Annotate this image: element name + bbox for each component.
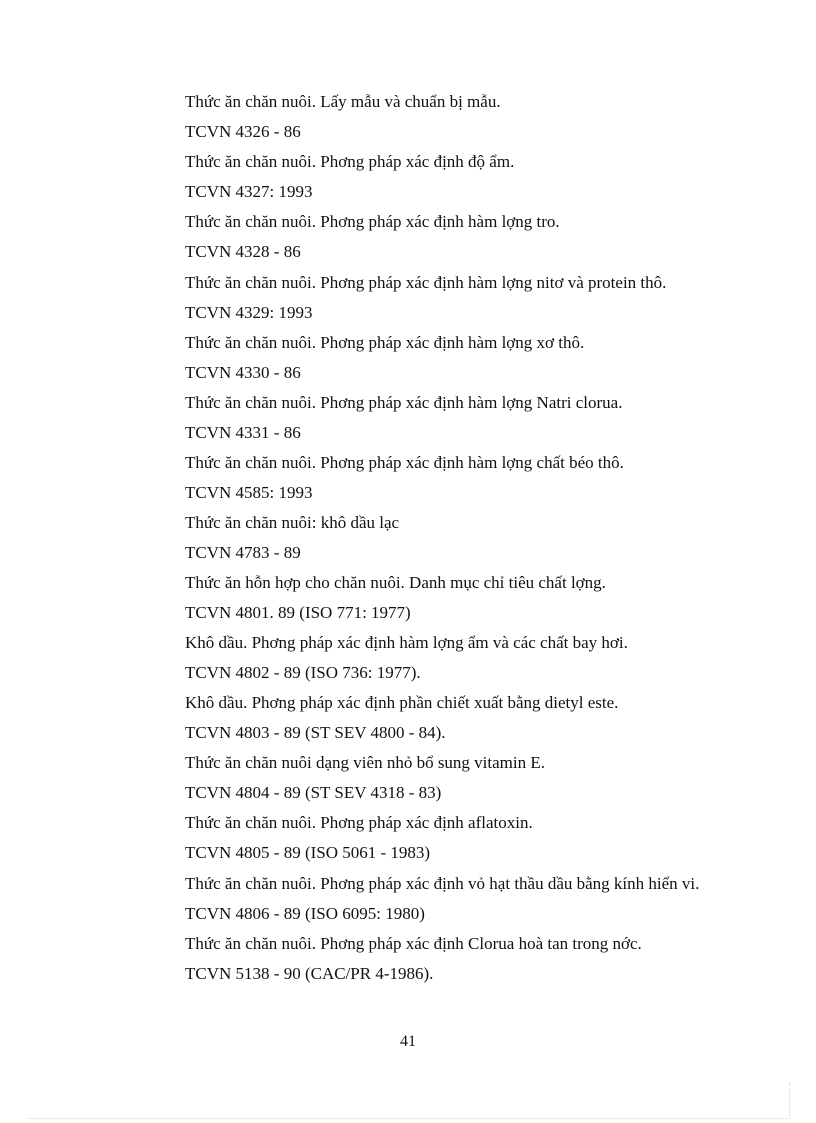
document-line: Thức ăn chăn nuôi: khô dầu lạc	[185, 513, 400, 532]
document-line: TCVN 4805 - 89 (ISO 5061 - 1983)	[185, 843, 431, 862]
document-line: Khô dầu. Phơng pháp xác định phần chiết xuất bằng dietyl este.	[185, 693, 619, 712]
document-line: Khô dầu. Phơng pháp xác định hàm lợng ẩm và các chất bay hơi.	[185, 633, 628, 652]
standards-list	[136, 92, 738, 994]
document-line: Thức ăn chăn nuôi. Phơng pháp xác định Clorua hoà tan trong nớc.	[185, 934, 642, 953]
document-line: Thức ăn chăn nuôi. Lấy mẫu và chuẩn bị mẫu.	[185, 92, 501, 111]
document-line: Thức ăn chăn nuôi. Phơng pháp xác định hàm lợng tro.	[185, 212, 560, 231]
document-line: Thức ăn chăn nuôi. Phơng pháp xác định vỏ hạt thầu dầu bằng kính hiển vi.	[185, 874, 700, 893]
document-line: Thức ăn chăn nuôi. Phơng pháp xác định độ ẩm.	[185, 152, 515, 171]
document-line: TCVN 4328 - 86	[185, 242, 301, 261]
document-line: Thức ăn chăn nuôi. Phơng pháp xác định hàm lợng xơ thô.	[185, 333, 585, 352]
document-line: Thức ăn chăn nuôi. Phơng pháp xác định hàm lợng chất béo thô.	[185, 453, 624, 472]
document-line: TCVN 4330 - 86	[185, 363, 301, 382]
document-line: Thức ăn chăn nuôi. Phơng pháp xác định aflatoxin.	[185, 813, 533, 832]
footer-corner-divider	[789, 1083, 790, 1119]
document-line: TCVN 4327: 1993	[185, 182, 313, 201]
document-line: TCVN 4806 - 89 (ISO 6095: 1980)	[185, 904, 425, 923]
document-line: TCVN 5138 - 90 (CAC/PR 4-1986).	[185, 964, 434, 983]
footer-divider	[28, 1118, 788, 1119]
document-line: TCVN 4804 - 89 (ST SEV 4318 - 83)	[185, 783, 442, 802]
document-line: TCVN 4803 - 89 (ST SEV 4800 - 84).	[185, 723, 446, 742]
document-line: TCVN 4802 - 89 (ISO 736: 1977).	[185, 663, 421, 682]
document-line: Thức ăn chăn nuôi. Phơng pháp xác định hàm lợng Natri clorua.	[185, 393, 623, 412]
document-line: TCVN 4331 - 86	[185, 423, 301, 442]
document-line: Thức ăn chăn nuôi dạng viên nhỏ bổ sung vitamin E.	[185, 753, 546, 772]
document-line: TCVN 4783 - 89	[185, 543, 301, 562]
document-line: TCVN 4585: 1993	[185, 483, 313, 502]
document-line: TCVN 4801. 89 (ISO 771: 1977)	[185, 603, 411, 622]
document-line: Thức ăn hỗn hợp cho chăn nuôi. Danh mục chỉ tiêu chất lợng.	[185, 573, 606, 592]
document-line: TCVN 4326 - 86	[185, 122, 301, 141]
document-line: TCVN 4329: 1993	[185, 303, 313, 322]
page-number: 41	[400, 1033, 416, 1050]
document-line: Thức ăn chăn nuôi. Phơng pháp xác định hàm lợng nitơ và protein thô.	[185, 273, 667, 292]
